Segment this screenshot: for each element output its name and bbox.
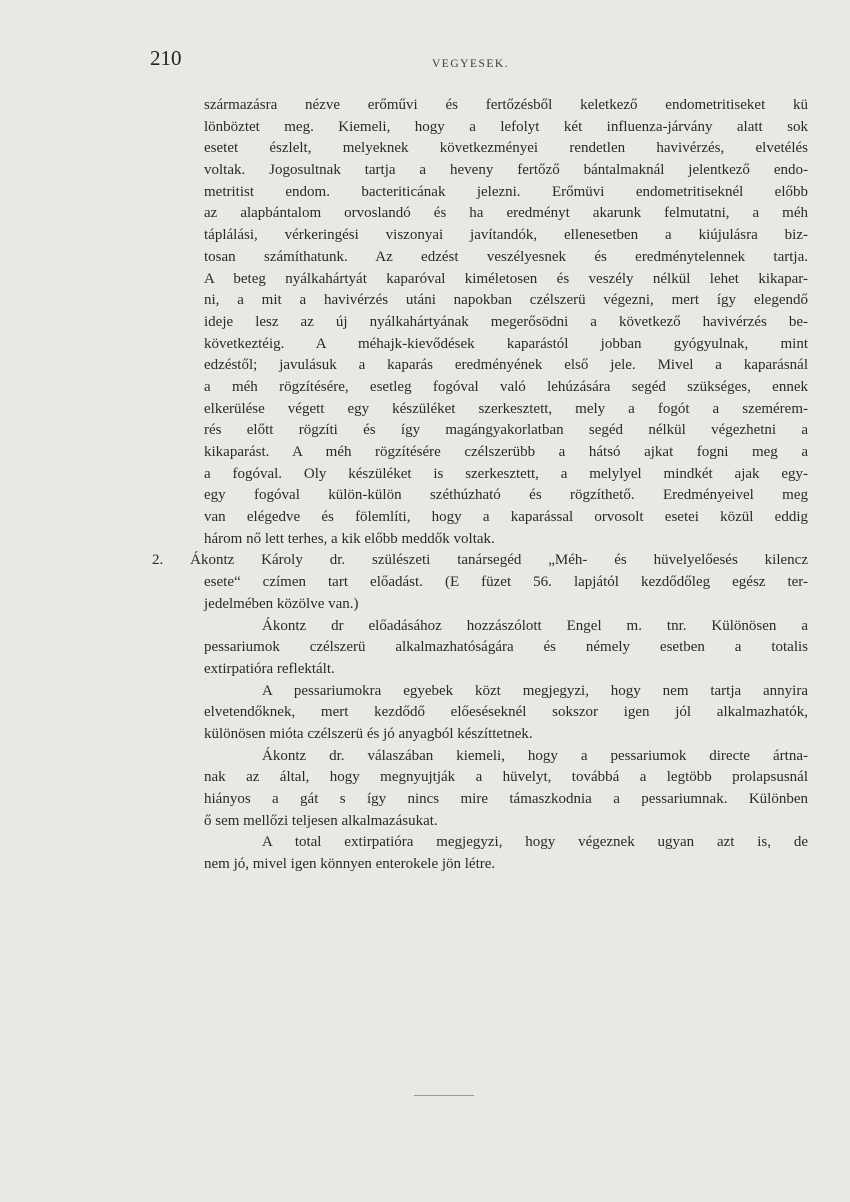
text-line: elkerülése végett egy készüléket szerkesztett, mely a fogót a szemérem- bbox=[204, 400, 808, 417]
text-line: nem jó, mivel igen könnyen enterokele jön létre. bbox=[204, 856, 496, 873]
text-line: kikaparást. A méh rögzítésére czélszerübb a hátsó ajkat fogni meg a bbox=[204, 444, 808, 460]
text-line: van elégedve és fölemlíti, hogy a kaparással orvosolt esetei közül eddig bbox=[204, 509, 808, 526]
text-line: 2. Ákontz Károly dr. szülészeti tanársegéd „Méh- és hüvelyelőesés kilencz bbox=[152, 552, 808, 569]
text-line: ő sem mellőzi teljesen alkalmazásukat. bbox=[204, 812, 438, 829]
text-line: ideje lesz az új nyálkahártyának megerősödni a következő havivérzés be- bbox=[204, 313, 808, 330]
text-line: jedelmében közölve van.) bbox=[204, 595, 359, 612]
page-number: 210 bbox=[150, 46, 182, 70]
text-line: lönböztet meg. Kiemeli, hogy a lefolyt két influenza-járvány alatt sok bbox=[204, 118, 808, 135]
text-line: voltak. Jogosultnak tartja a heveny fertőző bántalmaknál jelentkező endo- bbox=[204, 162, 808, 179]
text-line: ni, a mit a havivérzés utáni napokban czélszerü végezni, mert így elegendő bbox=[204, 292, 808, 309]
text-line: három nő lett terhes, a kik előbb meddők voltak. bbox=[204, 530, 495, 547]
text-line: A total extirpatióra megjegyzi, hogy végeznek ugyan azt is, de bbox=[262, 834, 808, 851]
text-line: nak az által, hogy megnyujtják a hüvelyt, továbbá a legtöbb prolapsusnál bbox=[204, 769, 808, 786]
text-line: egy fogóval külön-külön széthúzható és rögzíthető. Eredményeivel meg bbox=[204, 487, 808, 504]
text-line: táplálási, vérkeringési viszonyai javítandók, ellenesetben a kiújulásra biz- bbox=[204, 227, 808, 244]
text-line: extirpatióra reflektált. bbox=[204, 660, 335, 677]
running-head: VEGYESEK. bbox=[432, 58, 510, 70]
text-line: Ákontz dr előadásához hozzászólott Engel m. tnr. Különösen a bbox=[262, 617, 808, 634]
text-line: a méh rögzítésére, esetleg fogóval való lehúzására segéd szükséges, ennek bbox=[204, 378, 808, 395]
text-line: pessariumok czélszerü alkalmazhatóságára és némely esetben a totalis bbox=[204, 639, 808, 656]
text-line: hiányos a gát s így nincs mire támaszkodnia a pessariumnak. Különben bbox=[204, 791, 808, 807]
text-line: A beteg nyálkahártyát kaparóval kiméletosen és veszély nélkül lehet kikapar- bbox=[204, 270, 808, 287]
text-line: rés előtt rögzíti és így magángyakorlatban segéd nélkül végezhetni a bbox=[204, 422, 808, 439]
text-line: származásra nézve erőművi és fertőzésből keletkező endometritiseket kü bbox=[204, 97, 808, 113]
text-line: következtéig. A méhajk-kievődések kaparástól jobban gyógyulnak, mint bbox=[204, 335, 808, 352]
text-line: A pessariumokra egyebek közt megjegyzi, hogy nem tartja annyira bbox=[262, 682, 808, 699]
text-line: Ákontz dr. válaszában kiemeli, hogy a pessariumok directe ártna- bbox=[262, 747, 808, 764]
text-line: edzéstől; javulásuk a kaparás eredményének első jele. Mivel a kaparásnál bbox=[204, 357, 808, 374]
text-line: metritist endom. bacteriticának jelezni. Erőmüvi endometritiseknél előbb bbox=[204, 183, 808, 200]
text-line: esetet észlelt, melyeknek következményei rendetlen havivérzés, elvetélés bbox=[204, 140, 808, 157]
text-line: a fogóval. Oly készüléket is szerkesztett, a melylyel mindkét ajak egy- bbox=[204, 465, 808, 482]
text-line: elvetendőknek, mert kezdődő előeséseknél sokszor igen jól alkalmazhatók, bbox=[204, 704, 808, 721]
text-line: esete“ czímen tart előadást. (E füzet 56. lapjától kezdődőleg egész ter- bbox=[204, 574, 808, 591]
page-header bbox=[150, 46, 810, 80]
body-text bbox=[152, 95, 808, 876]
text-line: tosan számíthatunk. Az edzést veszélyesnek és eredménytelennek tartja. bbox=[204, 248, 808, 265]
section-divider bbox=[414, 1095, 474, 1096]
text-line: az alapbántalom orvoslandó és ha eredményt akarunk felmutatni, a méh bbox=[204, 205, 808, 222]
text-line: különösen mióta czélszerü és jó anyagból készíttetnek. bbox=[204, 725, 533, 742]
